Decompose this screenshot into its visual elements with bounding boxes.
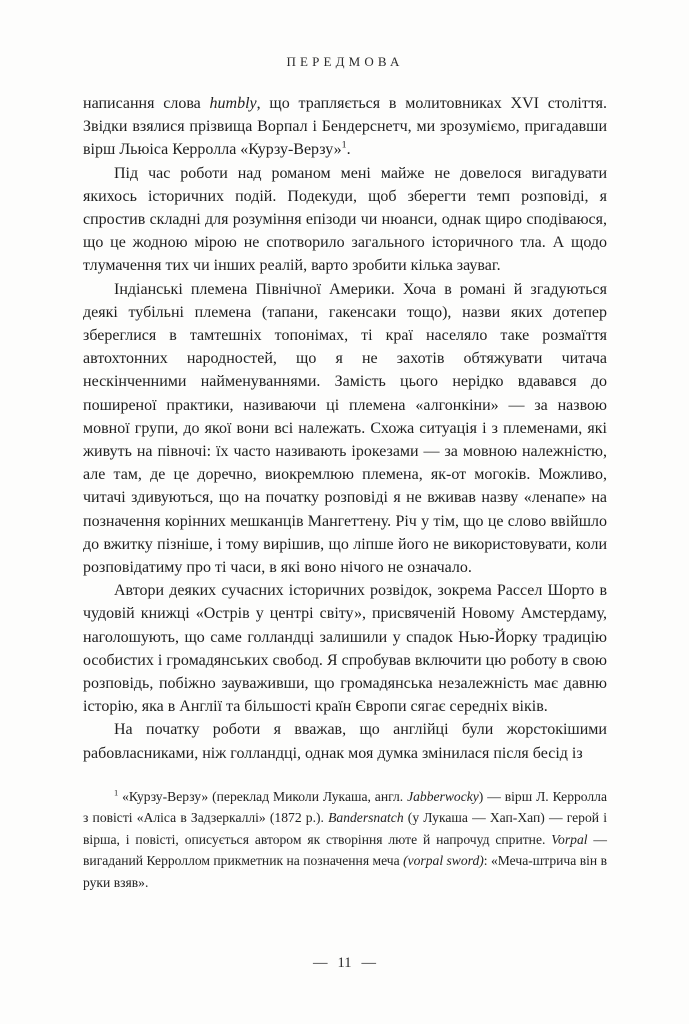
text-segment: Автори деяких сучасних історичних розвідок, зокрема Рассел Шорто в чудовій книжці «Острів у центрі світу», присвяченій Новому Амстердаму, наголошують, що саме голландці залишили у спадок Нью-Йорку традицію особистих і громадянських свобод. Я спробував включити цю роботу в свою розповідь, побіжно зауваживши, що громадянська незалежність має давню історію, яка в Англії та більшості країн Європи сягає середніх віків. xyxy=(83,582,607,716)
text-segment: (у Лукаша — Хап-Хап) — герой і вірша, і повісті, описується автором як створіння люте й напрочуд спритне. xyxy=(83,810,607,847)
paragraph xyxy=(83,92,607,162)
footnote-text xyxy=(83,786,607,893)
text-segment: ) — вірш Л. Керролла з повісті «Аліса в Задзеркаллі» (1872 р.). xyxy=(83,788,608,826)
footnote xyxy=(83,786,607,893)
footnote-marker: 1 xyxy=(341,140,347,152)
text-segment: , що трапляється в молитовниках XVI століття. Звідки взялися прізвища Ворпал і Бендерснетч, ми зрозуміємо, пригадавши вірш Льюіса Керролла «Курзу-Верзу» xyxy=(83,95,607,159)
paragraph xyxy=(83,162,607,278)
page-number xyxy=(0,955,689,972)
footnote-marker: 1 xyxy=(114,787,119,798)
text-body xyxy=(83,92,607,765)
text-segment: написання слова xyxy=(83,95,210,112)
running-head: ПЕРЕДМОВА xyxy=(286,54,404,69)
text-segment: Bandersnatch xyxy=(328,810,404,826)
text-segment: На початку роботи я вважав, що англійці були жорстокішими рабовласниками, ніж голландці, однак моя думка змінилася після бесід із xyxy=(83,721,607,762)
text-segment: Індіанські племена Північної Америки. Хоча в романі й згадуються деякі тубільні племена (тапани, гакенсаки тощо), назви яких дотепер збереглися в тамтешніх топонімах, ті краї населяло таке розмаїття автохтонних народностей, що я не захотів обтяжувати читача нескінченними найменуваннями. Замість цього нерідко вдавався до поширеної практики, називаючи ці племена «алгонкіни» — за назвою мовної групи, до якої вони всі належать. Схожа ситуація і з племенами, які живуть на півночі: їх часто називають ірокезами — за мовною належністю, але там, де це доречно, виокремлюю племена, як-от могоків. Можливо, читачі здивуються, що на початку розповіді я не вживав назву «ленапе» на позначення корінних мешканців Мангеттену. Річ у тім, що це слово ввійшло до вжитку пізніше, і тому вирішив, що ліпше його не використовувати, коли розповідатиму про ті часи, в які воно нічого не означало. xyxy=(83,280,607,577)
text-segment: humbly xyxy=(209,95,257,112)
folio-dash-right: — xyxy=(361,955,376,971)
text-segment: Під час роботи над романом мені майже не довелося вигадувати якихось історичних подій. Подекуди, щоб зберегти темп розповіді, я спростив складні для розуміння епізоди чи нюанси, однак щиро сподіваюся, що це жодною мірою не спотворило загального історичного тла. А щодо тлумачення тих чи інших реалій, варто зробити кілька зауваг. xyxy=(83,164,607,275)
folio-dash-left: — xyxy=(313,955,328,971)
text-segment: Jabberwocky xyxy=(407,788,479,804)
text-segment: «Курзу-Верзу» (переклад Миколи Лукаша, англ. xyxy=(118,788,408,804)
text-segment: . xyxy=(346,141,351,159)
text-segment: — вигаданий Керроллом прикметник на позначення меча xyxy=(83,831,607,869)
folio-number: 11 xyxy=(337,955,352,971)
text-segment: Vorpal xyxy=(551,831,588,847)
paragraph xyxy=(83,718,607,764)
paragraph xyxy=(83,278,607,580)
text-segment: : «Меча-штрича він в руки взяв». xyxy=(83,853,607,890)
paragraph xyxy=(83,579,607,718)
text-segment: (vorpal sword) xyxy=(403,853,484,869)
